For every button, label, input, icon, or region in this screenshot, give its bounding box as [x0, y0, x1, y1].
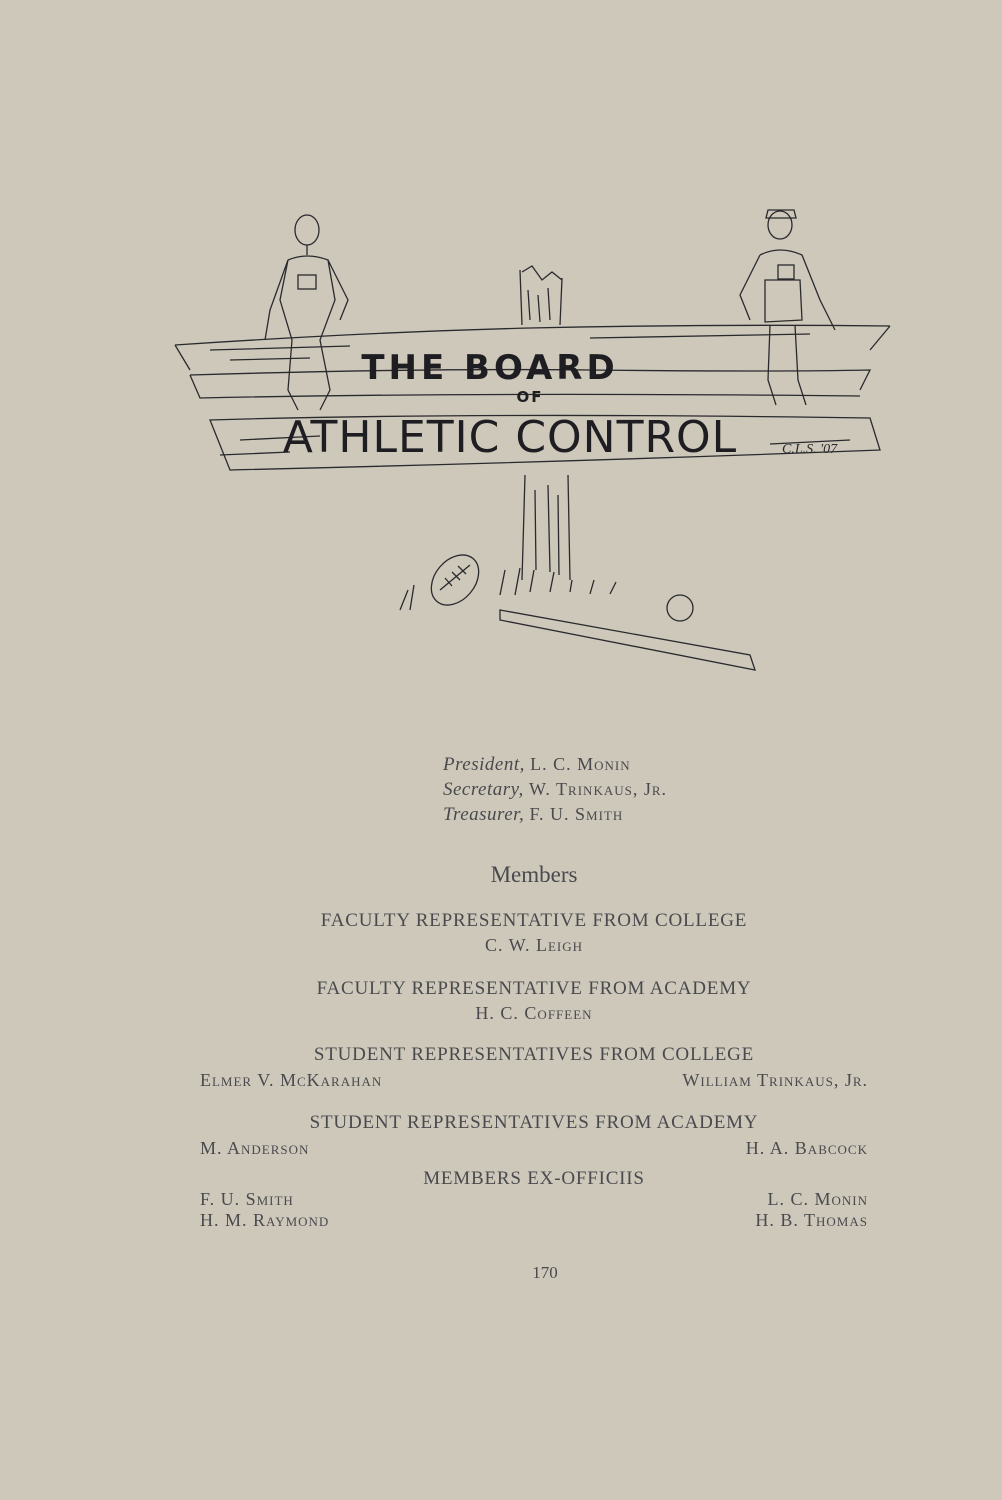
section-title-faculty-academy: FACULTY REPRESENTATIVE FROM ACADEMY	[316, 978, 752, 999]
officer-secretary	[443, 777, 667, 802]
officer-name: W. Trinkaus, Jr.	[529, 779, 668, 799]
member-name: H. C. Coffeen	[475, 1003, 593, 1023]
members-heading: Members	[490, 862, 578, 887]
artist-signature: C.L.S. '07	[782, 442, 838, 457]
section-title-student-academy: STUDENT REPRESENTATIVES FROM ACADEMY	[309, 1112, 759, 1133]
member-name: L. C. Monin	[767, 1189, 868, 1209]
section-title-ex-officiis: MEMBERS EX-OFFICIIS	[423, 1168, 645, 1189]
member-name: M. Anderson	[200, 1138, 310, 1158]
member-name: Elmer V. McKarahan	[200, 1070, 383, 1090]
section-title-student-college: STUDENT REPRESENTATIVES FROM COLLEGE	[313, 1044, 755, 1065]
banner-line-1: THE BOARD	[361, 348, 619, 388]
member-name: H. A. Babcock	[745, 1138, 868, 1158]
member-name: William Trinkaus, Jr.	[682, 1070, 868, 1090]
header-illustration	[170, 200, 900, 690]
officer-role: Treasurer,	[443, 804, 525, 825]
page-number: 170	[532, 1263, 558, 1282]
member-name: H. M. Raymond	[200, 1210, 330, 1230]
banner-line-3: ATHLETIC CONTROL	[282, 412, 738, 463]
section-title-faculty-college: FACULTY REPRESENTATIVE FROM COLLEGE	[320, 910, 748, 931]
member-name: H. B. Thomas	[755, 1210, 868, 1230]
banner-line-2: OF	[516, 388, 544, 406]
officer-role: President,	[443, 754, 525, 775]
officer-name: F. U. Smith	[529, 804, 624, 824]
officer-president	[443, 752, 667, 777]
member-name: F. U. Smith	[200, 1189, 294, 1209]
officer-treasurer	[443, 802, 667, 827]
officer-name: L. C. Monin	[530, 754, 631, 774]
officers-list	[443, 752, 667, 827]
member-name: C. W. Leigh	[484, 935, 584, 955]
officer-role: Secretary,	[443, 779, 524, 800]
